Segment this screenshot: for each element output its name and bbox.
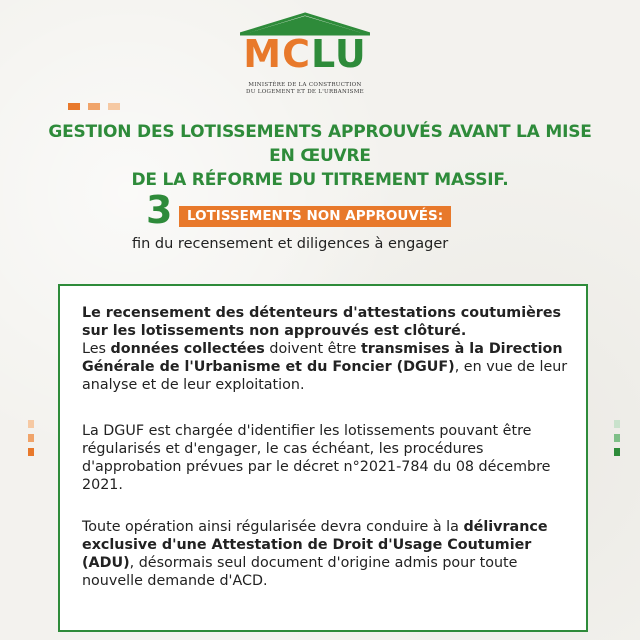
logo-subtitle-line1: MINISTÈRE DE LA CONSTRUCTION [248, 82, 362, 88]
decor-square [68, 103, 80, 110]
decor-square [614, 448, 620, 456]
page-title-line2: DE LA RÉFORME DU TITREMENT MASSIF. [131, 170, 509, 190]
paragraph-1-text: doivent être [264, 341, 361, 357]
logo-wordmark [240, 34, 370, 74]
page-title [40, 120, 600, 192]
section-number: 3 [146, 188, 173, 232]
decor-square [614, 434, 620, 442]
logo-subtitle-line2: DU LOGEMENT ET DE L'URBANISME [246, 89, 364, 95]
decor-square [28, 448, 34, 456]
decor-square [88, 103, 100, 110]
paragraph-1 [82, 304, 572, 394]
mclu-logo [240, 12, 380, 95]
decor-square [108, 103, 120, 110]
paragraph-3-text: Toute opération ainsi régularisée devra conduire à la [82, 519, 464, 535]
page-title-line1: GESTION DES LOTISSEMENTS APPROUVÉS AVANT LA MISE EN ŒUVRE [48, 122, 592, 166]
paragraph-1-bold: données collectées [110, 341, 265, 357]
decor-square [28, 420, 34, 428]
paragraph-1-text: Les [82, 341, 111, 357]
paragraph-3-bold: délivrance exclusive d'une Attestation de Droit d'Usage Coutumier (ADU) [82, 519, 548, 571]
section-badge: LOTISSEMENTS NON APPROUVÉS: [179, 206, 451, 227]
section-subtitle: fin du recensement et diligences à engager [132, 236, 449, 252]
content-box [58, 284, 588, 632]
paragraph-1-text: , en vue de leur analyse et de leur exploitation. [82, 359, 568, 393]
paragraph-1-intro: Le recensement des détenteurs d'attestations coutumières sur les lotissements non approuvés est clôturé. [82, 305, 562, 339]
paragraph-3 [82, 518, 572, 590]
paragraph-3-text: , désormais seul document d'origine admis pour toute nouvelle demande d'ACD. [82, 555, 518, 589]
decor-square [28, 434, 34, 442]
decor-square [614, 420, 620, 428]
paragraph-2: La DGUF est chargée d'identifier les lotissements pouvant être régularisés et d'engager, le cas échéant, les procédures d'approbation prévues par le décret n°2021-784 du 08 décembre 2021. [82, 423, 551, 493]
logo-subtitle [240, 82, 370, 96]
logo-mc: MC [243, 32, 311, 76]
paragraph-1-bold: transmises à la Direction Générale de l'Urbanisme et du Foncier (DGUF) [82, 341, 563, 375]
logo-lu: LU [310, 32, 367, 76]
